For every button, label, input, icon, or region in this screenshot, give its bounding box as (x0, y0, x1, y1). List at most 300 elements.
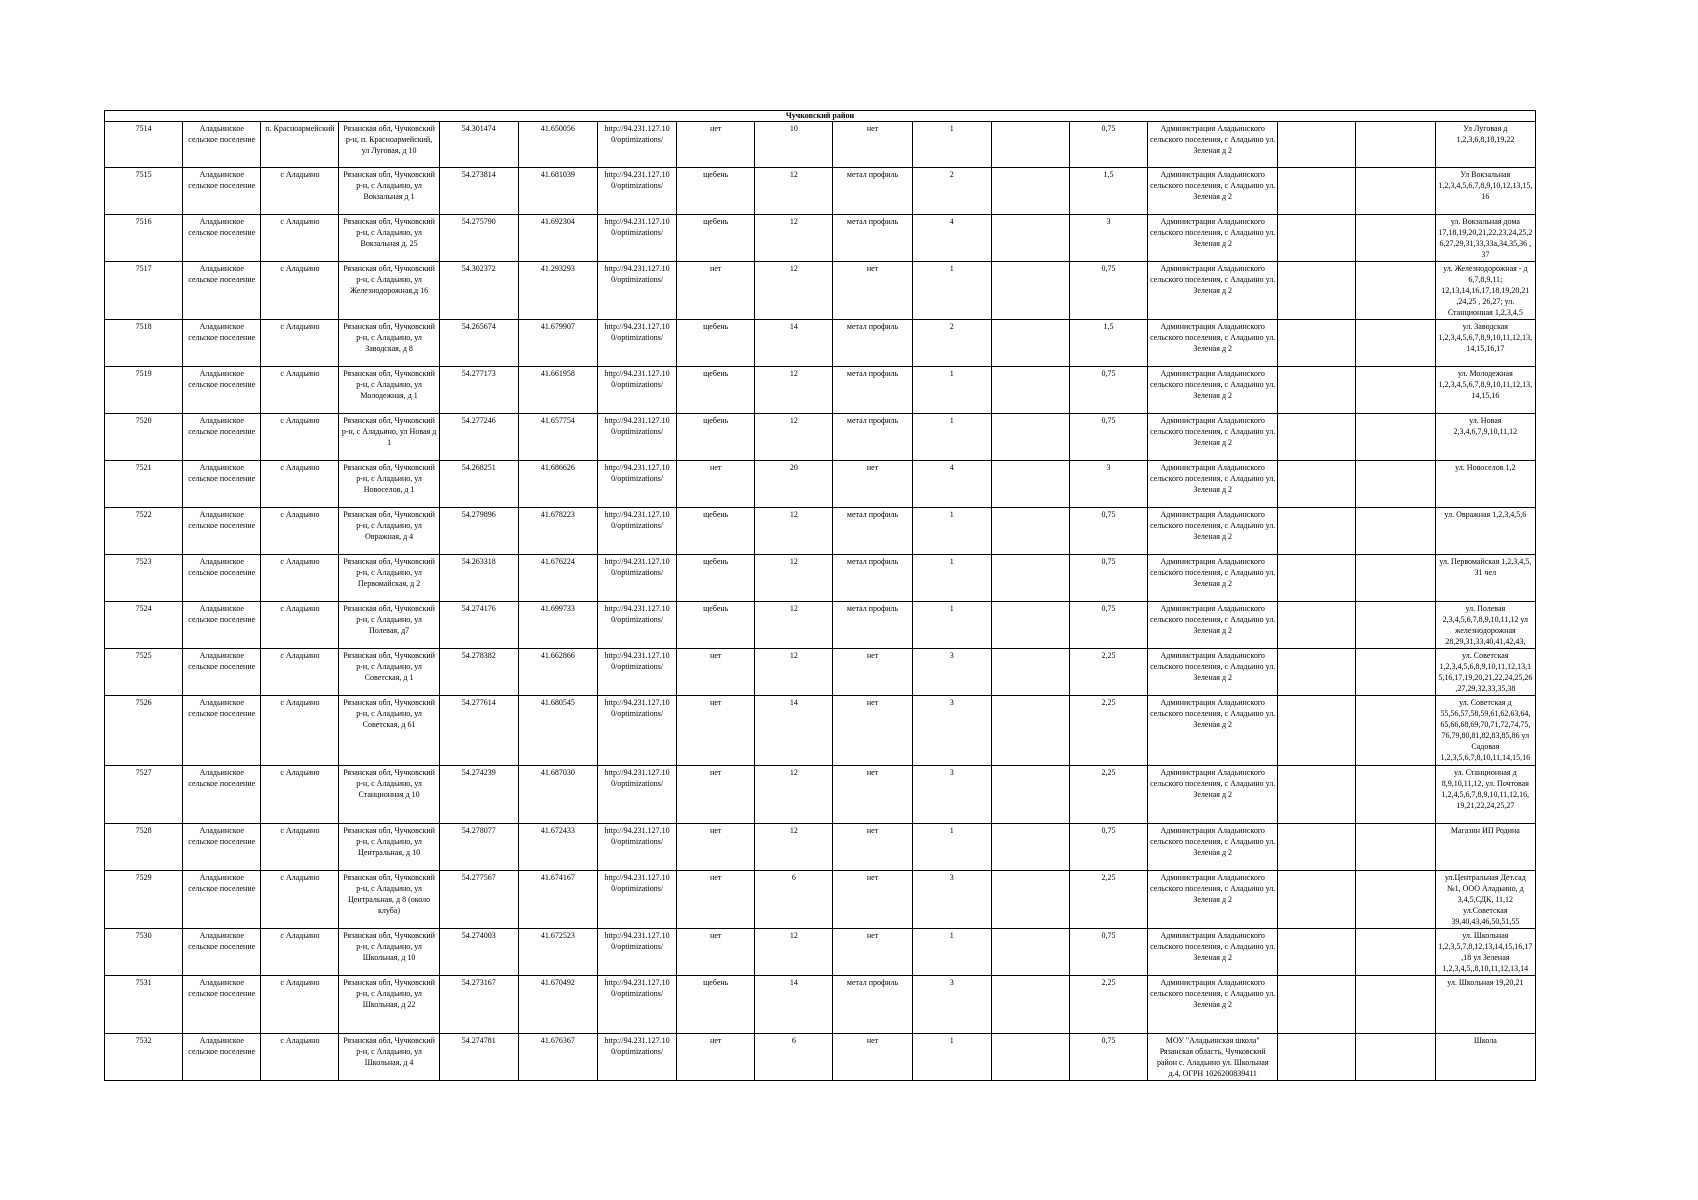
cell-lon: 41.657754 (518, 414, 597, 461)
cell-empty (1356, 367, 1435, 414)
cell-lat: 54.273167 (439, 976, 518, 1034)
cell-lon: 41.661958 (518, 367, 597, 414)
cell-empty (1356, 871, 1435, 929)
cell-area: 12 (755, 367, 833, 414)
cell-volume: 0,75 (1069, 122, 1147, 168)
cell-volume: 0,75 (1069, 508, 1147, 555)
cell-containers: 3 (912, 871, 991, 929)
cell-empty (991, 602, 1069, 649)
cell-containers: 2 (912, 168, 991, 215)
cell-empty (1356, 555, 1435, 602)
cell-locality: с Аладьино (261, 696, 339, 766)
cell-lat: 54.301474 (439, 122, 518, 168)
cell-owner: Администрация Аладьинского сельского поселения, с Аладьино ул. Зеленая д 2 (1148, 461, 1278, 508)
cell-lon: 41.699733 (518, 602, 597, 649)
cell-empty (1356, 215, 1435, 262)
cell-url: http://94.231.127.10 0/optimizations/ (597, 871, 676, 929)
cell-containers: 2 (912, 320, 991, 367)
cell-address: Рязанская обл, Чучковский р-н, с Аладьино, ул Школьная, д 4 (339, 1034, 439, 1081)
cell-url: http://94.231.127.10 0/optimizations/ (597, 1034, 676, 1081)
cell-area: 12 (755, 649, 833, 696)
cell-surface: нет (677, 871, 755, 929)
cell-empty (1356, 414, 1435, 461)
cell-locality: с Аладьино (261, 367, 339, 414)
cell-empty (991, 122, 1069, 168)
cell-surface: нет (677, 696, 755, 766)
cell-lon: 41.672433 (518, 824, 597, 871)
cell-locality: с Аладьино (261, 262, 339, 320)
cell-fence: нет (833, 696, 912, 766)
cell-owner: Администрация Аладьинского сельского поселения, с Аладьино ул. Зеленая д 2 (1148, 320, 1278, 367)
table-row (105, 508, 1536, 555)
cell-settlement: Аладьинское сельское поселение (183, 461, 261, 508)
table-row (105, 168, 1536, 215)
cell-address: Рязанская обл, Чучковский р-н, с Аладьино, ул Овражная, д 4 (339, 508, 439, 555)
cell-containers: 1 (912, 367, 991, 414)
cell-area: 14 (755, 320, 833, 367)
cell-empty (1278, 766, 1356, 824)
cell-surface: нет (677, 1034, 755, 1081)
cell-settlement: Аладьинское сельское поселение (183, 1034, 261, 1081)
cell-surface: нет (677, 262, 755, 320)
cell-lon: 41.692304 (518, 215, 597, 262)
cell-fence: метал профиль (833, 976, 912, 1034)
cell-area: 12 (755, 602, 833, 649)
cell-id: 7515 (105, 168, 183, 215)
cell-address: Рязанская обл, Чучковский р-н, с Аладьино, ул Станционная д 10 (339, 766, 439, 824)
cell-id: 7516 (105, 215, 183, 262)
cell-address: Рязанская обл, Чучковский р-н, с Аладьино, ул Центральная, д 8 (около клуба) (339, 871, 439, 929)
cell-locality: п. Красноармейский (261, 122, 339, 168)
cell-empty (991, 414, 1069, 461)
cell-surface: нет (677, 461, 755, 508)
cell-served: Ул Луговая д 1,2,3,6,8,18,19,22 (1435, 122, 1535, 168)
cell-containers: 3 (912, 649, 991, 696)
cell-empty (1356, 168, 1435, 215)
cell-lat: 54.278382 (439, 649, 518, 696)
cell-empty (1278, 508, 1356, 555)
cell-address: Рязанская обл, Чучковский р-н, с Аладьино, ул Заводская, д 8 (339, 320, 439, 367)
cell-settlement: Аладьинское сельское поселение (183, 122, 261, 168)
cell-locality: с Аладьино (261, 871, 339, 929)
cell-served: Ул Вокзальная 1,2,3,4,5,6,7,8,9,10,12,13,15,16 (1435, 168, 1535, 215)
cell-surface: нет (677, 122, 755, 168)
cell-containers: 1 (912, 602, 991, 649)
cell-settlement: Аладьинское сельское поселение (183, 871, 261, 929)
cell-empty (1278, 555, 1356, 602)
cell-address: Рязанская обл, Чучковский р-н, с Аладьино, ул Полевая, д7 (339, 602, 439, 649)
cell-empty (1278, 461, 1356, 508)
table-row (105, 766, 1536, 824)
cell-settlement: Аладьинское сельское поселение (183, 976, 261, 1034)
cell-served: ул. Советская д 55,56,57,58,59,61,62,63,64, 65,66,68,69,70,71,72,74,75, 76,79,80,81,82,83,85,86 ул Садовая 1,2,3,5,6,7,8,10,11,14,15,16 (1435, 696, 1535, 766)
cell-empty (1278, 649, 1356, 696)
table-row (105, 824, 1536, 871)
cell-served: ул. Первомайская 1,2,3,4,5, 31 чел (1435, 555, 1535, 602)
cell-served: ул. Полевая 2,3,4,5,6,7,8,9,10,11,12 ул железнодорожная 28,29,31,33,40,41,42,43, (1435, 602, 1535, 649)
cell-fence: нет (833, 1034, 912, 1081)
district-title-row (105, 111, 1536, 122)
cell-url: http://94.231.127.10 0/optimizations/ (597, 508, 676, 555)
cell-surface: щебень (677, 555, 755, 602)
cell-empty (991, 871, 1069, 929)
cell-empty (1278, 602, 1356, 649)
cell-owner: МОУ "Аладьинская школа" Рязанская область, Чучковский район с. Аладьино ул. Школьная д.4, ОГРН 1026200839411 (1148, 1034, 1278, 1081)
cell-area: 12 (755, 508, 833, 555)
cell-surface: щебень (677, 215, 755, 262)
table-row (105, 367, 1536, 414)
cell-area: 14 (755, 976, 833, 1034)
cell-settlement: Аладьинское сельское поселение (183, 766, 261, 824)
cell-empty (1356, 929, 1435, 976)
cell-empty (991, 215, 1069, 262)
cell-empty (1356, 696, 1435, 766)
cell-settlement: Аладьинское сельское поселение (183, 414, 261, 461)
cell-locality: с Аладьино (261, 976, 339, 1034)
cell-id: 7525 (105, 649, 183, 696)
cell-area: 12 (755, 215, 833, 262)
cell-volume: 0,75 (1069, 414, 1147, 461)
cell-empty (1356, 508, 1435, 555)
cell-url: http://94.231.127.10 0/optimizations/ (597, 976, 676, 1034)
cell-lat: 54.279896 (439, 508, 518, 555)
cell-id: 7528 (105, 824, 183, 871)
cell-owner: Администрация Аладьинского сельского поселения, с Аладьино ул. Зеленая д 2 (1148, 262, 1278, 320)
cell-id: 7519 (105, 367, 183, 414)
cell-empty (991, 367, 1069, 414)
cell-containers: 1 (912, 824, 991, 871)
cell-fence: метал профиль (833, 215, 912, 262)
cell-fence: нет (833, 122, 912, 168)
cell-lat: 54.268251 (439, 461, 518, 508)
cell-surface: щебень (677, 602, 755, 649)
cell-locality: с Аладьино (261, 168, 339, 215)
cell-id: 7526 (105, 696, 183, 766)
cell-id: 7518 (105, 320, 183, 367)
cell-address: Рязанская обл, Чучковский р-н, с Аладьино, ул Новоселов, д 1 (339, 461, 439, 508)
cell-id: 7514 (105, 122, 183, 168)
cell-volume: 0,75 (1069, 929, 1147, 976)
cell-containers: 3 (912, 976, 991, 1034)
cell-address: Рязанская обл, Чучковский р-н, с Аладьино, ул Вокзальная д. 25 (339, 215, 439, 262)
registry-table (104, 110, 1536, 1081)
cell-lon: 41.687030 (518, 766, 597, 824)
cell-area: 12 (755, 262, 833, 320)
cell-lon: 41.676367 (518, 1034, 597, 1081)
cell-fence: метал профиль (833, 414, 912, 461)
cell-containers: 1 (912, 555, 991, 602)
cell-lat: 54.302372 (439, 262, 518, 320)
cell-url: http://94.231.127.10 0/optimizations/ (597, 555, 676, 602)
cell-locality: с Аладьино (261, 320, 339, 367)
cell-volume: 2,25 (1069, 766, 1147, 824)
cell-fence: нет (833, 871, 912, 929)
cell-owner: Администрация Аладьинского сельского поселения, с Аладьино ул. Зеленая д 2 (1148, 871, 1278, 929)
cell-owner: Администрация Аладьинского сельского поселения, с Аладьино ул. Зеленая д 2 (1148, 168, 1278, 215)
cell-locality: с Аладьино (261, 555, 339, 602)
cell-empty (1356, 766, 1435, 824)
cell-volume: 3 (1069, 461, 1147, 508)
cell-lat: 54.277246 (439, 414, 518, 461)
cell-containers: 4 (912, 215, 991, 262)
cell-url: http://94.231.127.10 0/optimizations/ (597, 320, 676, 367)
table-row (105, 414, 1536, 461)
cell-fence: нет (833, 766, 912, 824)
cell-containers: 1 (912, 1034, 991, 1081)
cell-fence: метал профиль (833, 367, 912, 414)
cell-lon: 41.293293 (518, 262, 597, 320)
cell-owner: Администрация Аладьинского сельского поселения, с Аладьино ул. Зеленая д 2 (1148, 649, 1278, 696)
cell-fence: метал профиль (833, 508, 912, 555)
cell-id: 7522 (105, 508, 183, 555)
cell-served: ул. Новая 2,3,4,6,7,9,10,11,12 (1435, 414, 1535, 461)
cell-url: http://94.231.127.10 0/optimizations/ (597, 122, 676, 168)
cell-owner: Администрация Аладьинского сельского поселения, с Аладьино ул. Зеленая д 2 (1148, 602, 1278, 649)
cell-empty (991, 649, 1069, 696)
cell-lat: 54.263318 (439, 555, 518, 602)
cell-address: Рязанская обл, Чучковский р-н, с Аладьино, ул Школьная, д 10 (339, 929, 439, 976)
cell-settlement: Аладьинское сельское поселение (183, 696, 261, 766)
cell-containers: 1 (912, 508, 991, 555)
cell-settlement: Аладьинское сельское поселение (183, 602, 261, 649)
cell-surface: щебень (677, 168, 755, 215)
cell-settlement: Аладьинское сельское поселение (183, 262, 261, 320)
cell-lat: 54.274003 (439, 929, 518, 976)
cell-lat: 54.275790 (439, 215, 518, 262)
cell-area: 12 (755, 168, 833, 215)
cell-locality: с Аладьино (261, 461, 339, 508)
cell-empty (1278, 320, 1356, 367)
cell-lon: 41.670492 (518, 976, 597, 1034)
cell-volume: 1,5 (1069, 168, 1147, 215)
cell-settlement: Аладьинское сельское поселение (183, 168, 261, 215)
cell-owner: Администрация Аладьинского сельского поселения, с Аладьино ул. Зеленая д 2 (1148, 976, 1278, 1034)
cell-area: 12 (755, 929, 833, 976)
cell-served: ул. Вокзальная дома 17,18,19,20,21,22,23,24,25,26,27,29,31,33,33а,34,35,36 , 37 (1435, 215, 1535, 262)
cell-id: 7527 (105, 766, 183, 824)
cell-address: Рязанская обл, Чучковский р-н, с Аладьино, ул Советская, д 1 (339, 649, 439, 696)
cell-empty (1278, 414, 1356, 461)
cell-lon: 41.679907 (518, 320, 597, 367)
cell-lon: 41.678223 (518, 508, 597, 555)
cell-surface: щебень (677, 320, 755, 367)
cell-area: 6 (755, 1034, 833, 1081)
cell-empty (991, 824, 1069, 871)
cell-id: 7520 (105, 414, 183, 461)
cell-served: Школа (1435, 1034, 1535, 1081)
cell-fence: метал профиль (833, 555, 912, 602)
cell-settlement: Аладьинское сельское поселение (183, 320, 261, 367)
cell-id: 7532 (105, 1034, 183, 1081)
cell-empty (1356, 320, 1435, 367)
cell-locality: с Аладьино (261, 414, 339, 461)
cell-volume: 0,75 (1069, 1034, 1147, 1081)
cell-owner: Администрация Аладьинского сельского поселения, с Аладьино ул. Зеленая д 2 (1148, 122, 1278, 168)
cell-locality: с Аладьино (261, 766, 339, 824)
cell-empty (991, 976, 1069, 1034)
cell-url: http://94.231.127.10 0/optimizations/ (597, 367, 676, 414)
cell-surface: нет (677, 824, 755, 871)
cell-id: 7531 (105, 976, 183, 1034)
cell-surface: щебень (677, 508, 755, 555)
cell-lat: 54.273814 (439, 168, 518, 215)
cell-containers: 4 (912, 461, 991, 508)
cell-lat: 54.274781 (439, 1034, 518, 1081)
cell-empty (1356, 602, 1435, 649)
cell-served: ул. Новоселов 1,2 (1435, 461, 1535, 508)
cell-empty (991, 766, 1069, 824)
cell-volume: 2,25 (1069, 649, 1147, 696)
cell-address: Рязанская обл, Чучковский р-н, с Аладьино, ул Новая д 1 (339, 414, 439, 461)
cell-lat: 54.277173 (439, 367, 518, 414)
cell-url: http://94.231.127.10 0/optimizations/ (597, 262, 676, 320)
cell-surface: нет (677, 649, 755, 696)
cell-locality: с Аладьино (261, 824, 339, 871)
cell-fence: нет (833, 824, 912, 871)
cell-empty (1356, 461, 1435, 508)
cell-address: Рязанская обл, Чучковский р-н, с Аладьино, ул Центральная, д 10 (339, 824, 439, 871)
cell-url: http://94.231.127.10 0/optimizations/ (597, 168, 676, 215)
table-row (105, 122, 1536, 168)
cell-volume: 0,75 (1069, 367, 1147, 414)
cell-owner: Администрация Аладьинского сельского поселения, с Аладьино ул. Зеленая д 2 (1148, 414, 1278, 461)
cell-lon: 41.686626 (518, 461, 597, 508)
cell-volume: 3 (1069, 215, 1147, 262)
cell-address: Рязанская обл, Чучковский р-н, с Аладьино, ул Вокзальная д 1 (339, 168, 439, 215)
cell-address: Рязанская обл, Чучковский р-н, с Аладьино, ул Советская, д 61 (339, 696, 439, 766)
cell-id: 7523 (105, 555, 183, 602)
cell-empty (1278, 871, 1356, 929)
cell-owner: Администрация Аладьинского сельского поселения, с Аладьино ул. Зеленая д 2 (1148, 508, 1278, 555)
cell-surface: щебень (677, 367, 755, 414)
cell-empty (991, 168, 1069, 215)
cell-empty (991, 1034, 1069, 1081)
cell-area: 6 (755, 871, 833, 929)
cell-empty (991, 320, 1069, 367)
cell-surface: щебень (677, 976, 755, 1034)
cell-settlement: Аладьинское сельское поселение (183, 215, 261, 262)
cell-served: ул. Советская 1,2,3,4,5,6,8,9,10,11,12,13,15,16,17,19,20,21,22,24,25,26,27,29,32,33,35,38 (1435, 649, 1535, 696)
cell-lat: 54.274176 (439, 602, 518, 649)
cell-empty (1356, 649, 1435, 696)
cell-owner: Администрация Аладьинского сельского поселения, с Аладьино ул. Зеленая д 2 (1148, 824, 1278, 871)
table-row (105, 555, 1536, 602)
cell-settlement: Аладьинское сельское поселение (183, 649, 261, 696)
cell-lon: 41.674167 (518, 871, 597, 929)
table-row (105, 215, 1536, 262)
cell-settlement: Аладьинское сельское поселение (183, 367, 261, 414)
cell-url: http://94.231.127.10 0/optimizations/ (597, 649, 676, 696)
cell-served: ул. Школьная 19,20,21 (1435, 976, 1535, 1034)
cell-served: ул. Молодежная 1,2,3,4,5,6,7,8,9,10,11,12,13,14,15,16 (1435, 367, 1535, 414)
cell-fence: нет (833, 649, 912, 696)
cell-owner: Администрация Аладьинского сельского поселения, с Аладьино ул. Зеленая д 2 (1148, 215, 1278, 262)
cell-empty (1278, 929, 1356, 976)
cell-empty (991, 929, 1069, 976)
cell-id: 7524 (105, 602, 183, 649)
cell-url: http://94.231.127.10 0/optimizations/ (597, 929, 676, 976)
table-row (105, 649, 1536, 696)
cell-locality: с Аладьино (261, 1034, 339, 1081)
cell-locality: с Аладьино (261, 602, 339, 649)
cell-settlement: Аладьинское сельское поселение (183, 508, 261, 555)
cell-fence: нет (833, 461, 912, 508)
table-row (105, 976, 1536, 1034)
cell-url: http://94.231.127.10 0/optimizations/ (597, 824, 676, 871)
cell-area: 10 (755, 122, 833, 168)
cell-address: Рязанская обл, Чучковский р-н, с Аладьино, ул Первомайская, д 2 (339, 555, 439, 602)
cell-address: Рязанская обл, Чучковский р-н, с Аладьино, ул Школьная, д 22 (339, 976, 439, 1034)
cell-url: http://94.231.127.10 0/optimizations/ (597, 215, 676, 262)
cell-lon: 41.650056 (518, 122, 597, 168)
cell-empty (991, 508, 1069, 555)
cell-empty (1278, 824, 1356, 871)
cell-containers: 1 (912, 414, 991, 461)
cell-owner: Администрация Аладьинского сельского поселения, с Аладьино ул. Зеленая д 2 (1148, 555, 1278, 602)
cell-area: 20 (755, 461, 833, 508)
cell-settlement: Аладьинское сельское поселение (183, 824, 261, 871)
cell-id: 7530 (105, 929, 183, 976)
cell-id: 7529 (105, 871, 183, 929)
cell-lat: 54.265674 (439, 320, 518, 367)
cell-containers: 1 (912, 929, 991, 976)
cell-lon: 41.672523 (518, 929, 597, 976)
cell-empty (1278, 168, 1356, 215)
cell-locality: с Аладьино (261, 215, 339, 262)
cell-surface: щебень (677, 414, 755, 461)
table-row (105, 929, 1536, 976)
cell-empty (1278, 262, 1356, 320)
cell-containers: 1 (912, 122, 991, 168)
cell-fence: нет (833, 262, 912, 320)
table-row (105, 696, 1536, 766)
cell-served: Магазин ИП Родина (1435, 824, 1535, 871)
cell-volume: 0,75 (1069, 262, 1147, 320)
cell-surface: нет (677, 929, 755, 976)
cell-served: ул. Заводская 1,2,3,4,5,6,7,8,9,10,11,12,13,14,15,16,17 (1435, 320, 1535, 367)
cell-address: Рязанская обл, Чучковский р-н, с Аладьино, ул Железнодорожная,д 16 (339, 262, 439, 320)
cell-served: ул. Овражная 1,2,3,4,5,6 (1435, 508, 1535, 555)
cell-containers: 3 (912, 766, 991, 824)
cell-empty (991, 461, 1069, 508)
table-row (105, 871, 1536, 929)
cell-empty (1278, 367, 1356, 414)
cell-empty (1356, 122, 1435, 168)
cell-lat: 54.277614 (439, 696, 518, 766)
cell-empty (1356, 824, 1435, 871)
cell-locality: с Аладьино (261, 508, 339, 555)
cell-containers: 3 (912, 696, 991, 766)
cell-url: http://94.231.127.10 0/optimizations/ (597, 696, 676, 766)
cell-served: ул. Железнодорожная - д 6,7,8,9,11; 12,13,14,16,17,18,19,20,21 ,24,25 , 26,27; ул. Станционная 1,2,3,4,5 (1435, 262, 1535, 320)
cell-empty (1278, 976, 1356, 1034)
cell-fence: метал профиль (833, 320, 912, 367)
cell-locality: с Аладьино (261, 649, 339, 696)
cell-fence: метал профиль (833, 168, 912, 215)
district-title: Чучковский район (105, 111, 1536, 122)
cell-id: 7517 (105, 262, 183, 320)
cell-empty (1356, 976, 1435, 1034)
cell-volume: 0,75 (1069, 555, 1147, 602)
table-row (105, 1034, 1536, 1081)
cell-empty (1278, 122, 1356, 168)
cell-served: ул. Школьная 1,2,3,5,7,8,12,13,14,15,16,17,18 ул Зеленая 1,2,3,4,5,,8,10,11,12,13,14 (1435, 929, 1535, 976)
cell-lon: 41.680545 (518, 696, 597, 766)
cell-owner: Администрация Аладьинского сельского поселения, с Аладьино ул. Зеленая д 2 (1148, 766, 1278, 824)
cell-owner: Администрация Аладьинского сельского поселения, с Аладьино ул. Зеленая д 2 (1148, 929, 1278, 976)
cell-volume: 1,5 (1069, 320, 1147, 367)
cell-empty (1356, 1034, 1435, 1081)
